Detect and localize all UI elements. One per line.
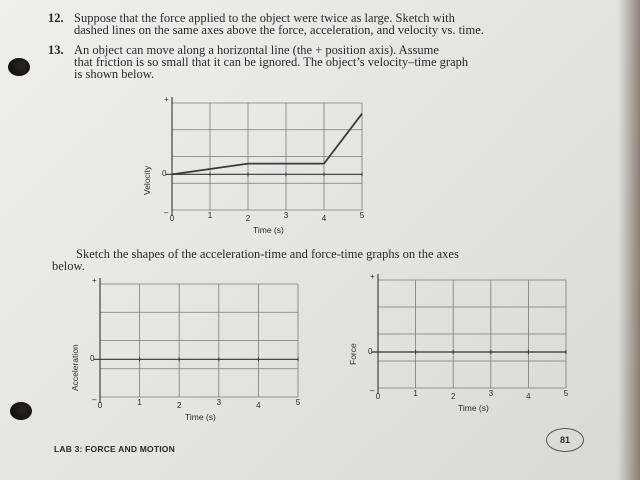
x-axis-title: Time (s): [185, 412, 216, 422]
x-axis-title: Time (s): [253, 225, 284, 235]
y-mark-top: +: [164, 95, 169, 104]
question-line: dashed lines on the same axes above the force, acceleration, and velocity vs. time.: [74, 23, 484, 37]
question-number: 13.: [48, 43, 64, 57]
y-mark-zero: 0: [368, 347, 373, 356]
x-tick-label: 0: [169, 214, 175, 223]
y-axis-title: Acceleration: [70, 343, 80, 391]
y-mark-zero: 0: [162, 169, 167, 179]
y-mark-zero: 0: [90, 354, 95, 364]
question-line: An object can move along a horizontal line (the + position axis). Assume: [74, 43, 439, 57]
x-tick-label: 0: [375, 392, 381, 401]
x-tick-label: 5: [295, 398, 301, 407]
instruction-line: below.: [52, 259, 85, 273]
x-tick-label: 2: [245, 214, 251, 223]
x-tick-label: 4: [526, 392, 531, 401]
y-mark-bottom: –: [370, 386, 375, 395]
y-axis-title: Force: [348, 343, 358, 365]
x-tick-label: 1: [413, 389, 418, 398]
x-tick-label: 1: [137, 398, 142, 407]
page-number: 81: [546, 428, 584, 452]
lab-title: LAB 3: FORCE AND MOTION: [54, 444, 175, 454]
y-mark-bottom: –: [92, 395, 97, 404]
x-tick-label: 3: [488, 389, 494, 398]
instruction-line: Sketch the shapes of the acceleration-time and force-time graphs on the axes: [76, 247, 459, 261]
x-tick-label: 0: [97, 401, 103, 410]
x-tick-label: 4: [256, 401, 261, 410]
x-axis-title: Time (s): [458, 403, 489, 413]
question-line: that friction is so small that it can be ignored. The object’s velocity–time graph: [74, 55, 469, 69]
question-line: Suppose that the force applied to the object were twice as large. Sketch with: [74, 11, 455, 25]
y-mark-top: +: [92, 276, 97, 285]
x-tick-label: 4: [321, 214, 327, 223]
x-tick-label: 2: [450, 392, 456, 401]
question-number: 12.: [48, 11, 64, 25]
x-tick-label: 5: [563, 389, 569, 398]
x-tick-label: 1: [207, 211, 213, 220]
y-axis-title: Velocity: [142, 165, 152, 196]
question-line: is shown below.: [74, 67, 155, 81]
y-mark-top: +: [370, 272, 375, 281]
x-tick-label: 2: [176, 401, 182, 410]
y-mark-bottom: –: [164, 208, 169, 217]
x-tick-label: 3: [283, 211, 289, 220]
x-tick-label: 5: [359, 211, 365, 220]
x-tick-label: 3: [216, 398, 222, 407]
